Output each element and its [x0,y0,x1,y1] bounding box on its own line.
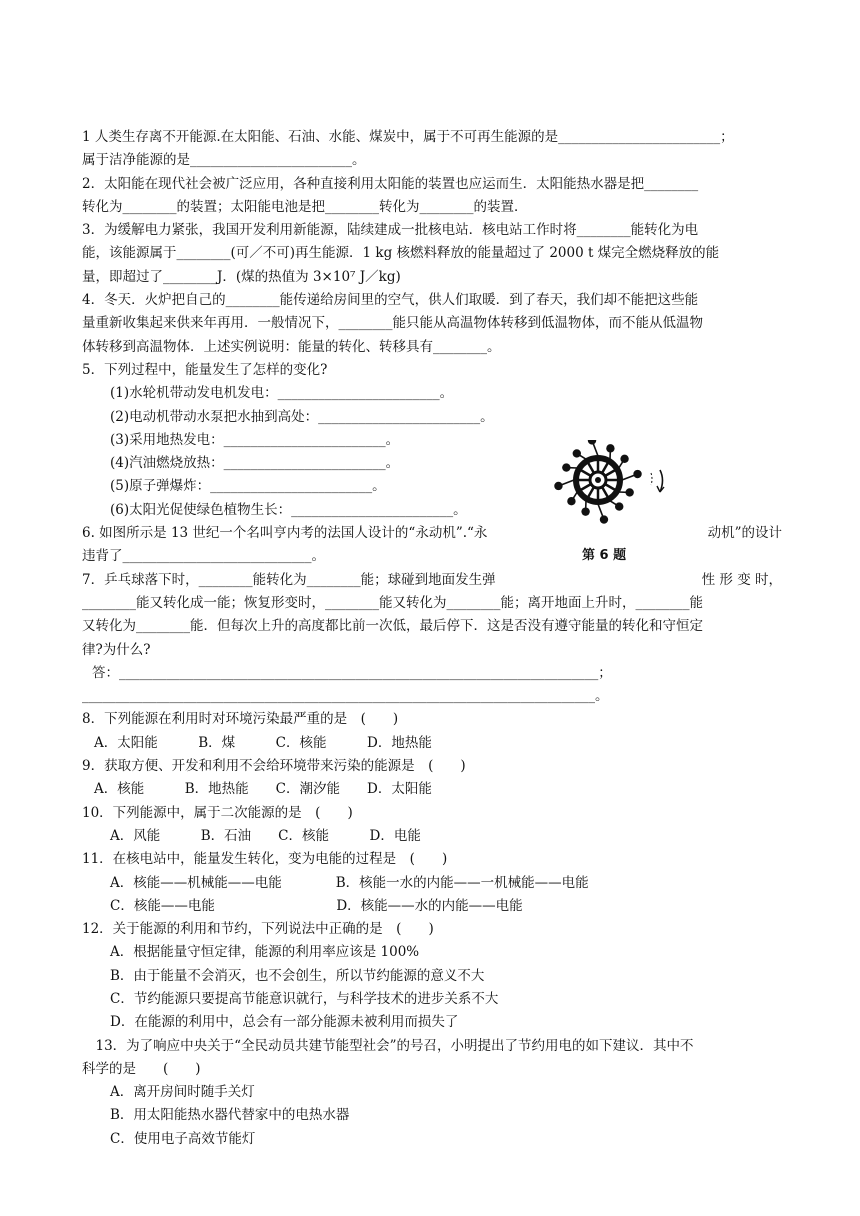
line-text: 13．为了响应中央关于“全民动员共建节能型社会”的号召，小明提出了节约用电的如下建议．其中不 [82,1037,694,1054]
line-text: 10．下列能源中，属于二次能源的是 ( ) [82,804,353,821]
text-line [82,196,782,219]
text-line [82,1058,782,1081]
line-text: C．核能——电能 D．核能——水的内能——电能 [110,897,523,914]
line-text: 3．为缓解电力紧张，我国开发利用新能源，陆续建成一批核电站．核电站工作时将________能转化为电 [82,222,699,239]
text-line [82,1104,782,1127]
line-text: 1 人类生存离不开能源.在太阳能、石油、水能、煤炭中，属于不可再生能源的是________________________； [82,129,734,145]
line-text: B．由于能量不会消灭，也不会创生，所以节约能源的意义不大 [110,967,485,984]
text-line [82,149,782,172]
line-text: A．核能——机械能——电能 B．核能一水的内能——一机械能——电能 [110,874,589,891]
line-text: 4．冬天．火炉把自己的________能传递给房间里的空气，供人们取暖．到了春天，我们却不能把这些能 [82,292,699,309]
text-line [82,988,782,1011]
line-text: 又转化为________能．但每次上升的高度都比前一次低，最后停下．这是否没有遵守能量的转化和守恒定 [82,618,703,635]
text-line [82,872,782,895]
line-text: 11．在核电站中，能量发生转化，变为电能的过程是 ( ) [82,851,448,868]
line-text: B．用太阳能热水器代替家中的电热水器 [110,1107,350,1124]
text-line [82,848,782,871]
line-text: (4)汽油燃烧放热：________________________。 [110,455,400,472]
text-line [82,778,782,801]
text-line [82,359,782,382]
line-text: 6. 如图所示是 13 世纪一个名叫亨内考的法国人设计的“永动机”.“永 [82,525,488,542]
text-line [82,336,782,359]
text-line [82,312,782,335]
line-text: C．节约能源只要提高节能意识就行，与科学技术的进步关系不大 [110,990,499,1007]
text-line [82,755,782,778]
line-text-right: 动机”的设计 [707,525,782,542]
text-line [82,1128,782,1151]
line-text: A．根据能量守恒定律，能源的利用率应该是 100% [110,944,420,961]
line-text: 8．下列能源在利用时对环境污染最严重的是 ( ) [82,711,399,728]
line-text: 转化为________的装置；太阳能电池是把________转化为________的装置． [82,198,528,215]
text-line [82,382,782,405]
text-line [82,918,782,941]
text-line [82,639,782,662]
line-text: 量重新收集起来供来年再用．一般情况下，________能只能从高温物体转移到低温物体，而不能从低温物 [82,315,703,332]
text-line [82,1011,782,1034]
text-line [82,289,782,312]
text-line [82,685,782,708]
line-text: 7．乒乓球落下时，________能转化为________能；球碰到地面发生弹 [82,571,496,588]
text-line [82,662,782,685]
line-text: 9．获取方便、开发和利用不会给环境带来污染的能源是 ( ) [82,758,466,775]
document-body [82,126,782,1151]
text-line [82,592,782,615]
line-text: 量，即超过了________J．(煤的热值为 3×10⁷ J／kg) [82,268,401,285]
line-text: D．在能源的利用中，总会有一部分能源未被利用而损失了 [110,1014,459,1031]
line-text: (5)原子弹爆炸：________________________。 [110,478,386,495]
text-line [82,406,782,429]
text-line [82,802,782,825]
text-line [82,219,782,242]
line-text: 科学的是 ( ) [82,1060,201,1077]
text-line [82,266,782,289]
text-line [82,708,782,731]
text-line [82,1035,782,1058]
text-line [82,732,782,755]
perpetual-motion-wheel-figure [548,440,680,560]
text-line [82,173,782,196]
line-text: 体转移到高温物体．上述实例说明：能量的转化、转移具有________。 [82,338,501,355]
line-text: A．离开房间时随手关灯 [110,1084,255,1101]
line-text: 能，该能源属于________(可／不可)再生能源．1 kg 核燃料释放的能量超过了 2000 t 煤完全燃烧释放的能 [82,245,720,262]
line-text: 12．关于能源的利用和节约，下列说法中正确的是 ( ) [82,921,434,938]
line-text: C．使用电子高效节能灯 [110,1130,256,1147]
line-text: A．太阳能 B．煤 C．核能 D．地热能 [94,734,432,751]
text-line [82,941,782,964]
line-text: 律?为什么? [82,641,151,658]
line-text: A．核能 B．地热能 C．潮汐能 D．太阳能 [94,781,432,798]
figure-caption: 第 6 题 [582,548,627,563]
line-text: ____________________________________________________________________________。 [82,688,609,705]
line-text: (1)水轮机带动发电机发电：________________________。 [110,385,454,402]
line-text: (3)采用地热发电：________________________。 [110,431,400,448]
text-line [82,825,782,848]
line-text-right: 性 形 变 时， [701,571,782,588]
line-text: (2)电动机带动水泵把水抽到高处：________________________。 [110,408,494,425]
text-line [82,569,782,592]
line-text: ________能又转化成一能；恢复形变时，________能又转化为________能；离开地面上升时，________能 [82,594,703,611]
line-text: 2．太阳能在现代社会被广泛应用，各种直接利用太阳能的装置也应运而生．太阳能热水器是把________ [82,175,699,192]
line-text: 答：_______________________________________________________________________； [92,664,612,681]
text-line [82,1081,782,1104]
line-text: A．风能 B．石油 C．核能 D．电能 [110,827,421,844]
line-text: (6)太阳光促使绿色植物生长：________________________。 [110,501,467,518]
line-text: 违背了____________________________。 [82,548,325,565]
text-line [82,965,782,988]
text-line [82,895,782,918]
line-text: 5．下列过程中，能量发生了怎样的变化? [82,361,328,378]
text-line [82,242,782,265]
line-text: 属于洁净能源的是________________________。 [82,152,366,169]
text-line [82,615,782,638]
text-line [82,126,782,149]
